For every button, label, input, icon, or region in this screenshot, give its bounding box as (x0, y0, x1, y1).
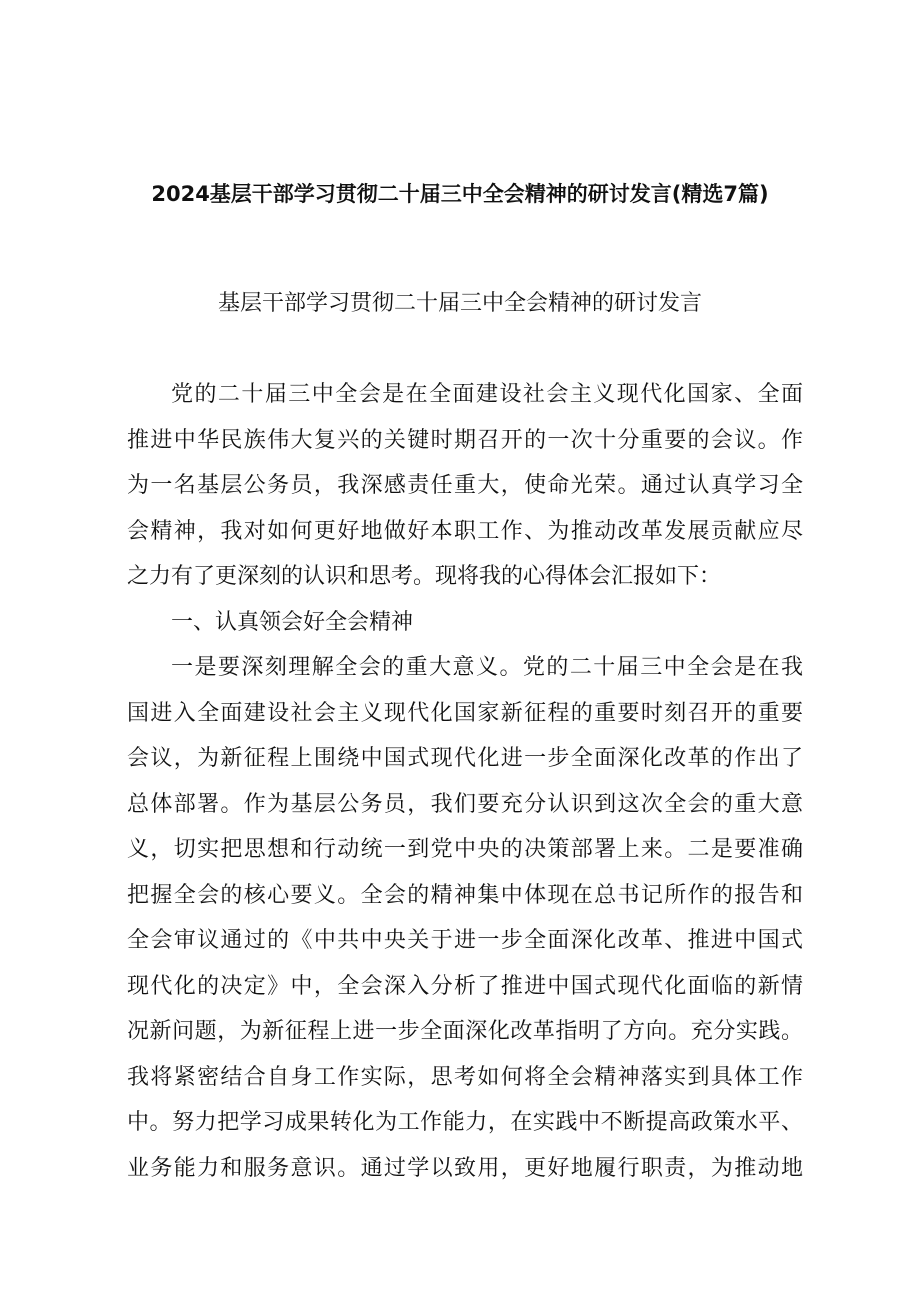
section-heading: 一、认真领会好全会精神 (171, 609, 414, 635)
body-line: 业务能力和服务意识。通过学以致用，更好地履行职责，为推动地 (127, 1155, 803, 1181)
body-line: 为一名基层公务员，我深感责任重大，使命光荣。通过认真学习全 (127, 473, 803, 498)
body-line: 全会审议通过的《中共中央关于进一步全面深化改革、推进中国式 (127, 928, 803, 953)
body-line: 会精神，我对如何更好地做好本职工作、为推动改革发展贡献应尽 (127, 518, 803, 544)
body-line: 推进中华民族伟大复兴的关键时期召开的一次十分重要的会议。作 (127, 427, 803, 453)
body-line: 况新问题，为新征程上进一步全面深化改革指明了方向。充分实践。 (127, 1019, 803, 1044)
article-title: 基层干部学习贯彻二十届三中全会精神的研讨发言 (217, 291, 702, 316)
document-title: 2024基层干部学习贯彻二十届三中全会精神的研讨发言(精选7篇) (151, 182, 769, 206)
body-line: 义，切实把思想和行动统一到党中央的决策部署上来。二是要准确 (127, 837, 803, 862)
body-line: 现代化的决定》中，全会深入分析了推进中国式现代化面临的新情 (127, 973, 803, 999)
body-line: 一是要深刻理解全会的重大意义。党的二十届三中全会是在我 (171, 655, 803, 680)
body-line: 总体部署。作为基层公务员，我们要充分认识到这次全会的重大意 (127, 791, 803, 817)
body-line: 我将紧密结合自身工作实际，思考如何将全会精神落实到具体工作 (127, 1064, 803, 1090)
body-line: 会议，为新征程上围绕中国式现代化进一步全面深化改革的作出了 (127, 746, 803, 771)
body-line: 之力有了更深刻的认识和思考。现将我的心得体会汇报如下： (127, 564, 722, 589)
article-body (127, 372, 803, 1191)
body-line: 把握全会的核心要义。全会的精神集中体现在总书记所作的报告和 (127, 882, 803, 908)
body-line: 国进入全面建设社会主义现代化国家新征程的重要时刻召开的重要 (127, 700, 803, 726)
body-line: 党的二十届三中全会是在全面建设社会主义现代化国家、全面 (171, 382, 803, 407)
body-line: 中。努力把学习成果转化为工作能力，在实践中不断提高政策水平、 (127, 1110, 803, 1135)
